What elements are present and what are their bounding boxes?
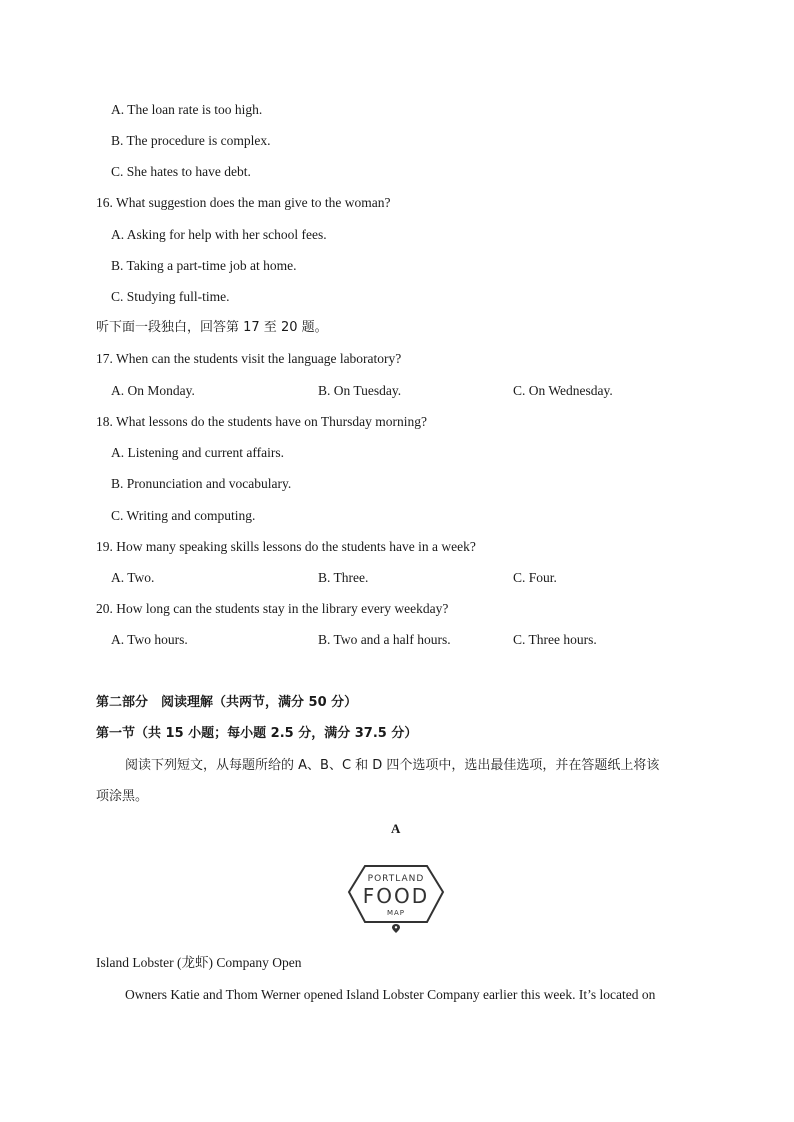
q18-stem: 18. What lessons do the students have on Thursday morning? xyxy=(96,414,427,429)
q17-option-b: B. On Tuesday. xyxy=(318,383,402,398)
part2-heading: 第二部分 阅读理解（共两节，满分 50 分） xyxy=(96,695,358,710)
q20-stem: 20. How long can the students stay in the library every weekday? xyxy=(96,601,449,616)
q17-stem: 17. When can the students visit the language laboratory? xyxy=(96,351,402,366)
logo-top-text: PORTLAND xyxy=(367,874,425,884)
portland-food-map-logo xyxy=(345,858,447,934)
q15-option-b: B. The procedure is complex. xyxy=(111,133,271,148)
logo-middle-text: FOOD xyxy=(362,884,430,908)
map-pin-icon xyxy=(392,924,400,933)
q19-stem: 19. How many speaking skills lessons do the students have in a week? xyxy=(96,539,476,554)
q18-option-a: A. Listening and current affairs. xyxy=(111,445,284,460)
q15-option-a: A. The loan rate is too high. xyxy=(111,102,263,117)
q16-option-c: C. Studying full-time. xyxy=(111,289,230,304)
q16-option-a: A. Asking for help with her school fees. xyxy=(111,227,327,242)
q17-option-c: C. On Wednesday. xyxy=(513,383,613,398)
q20-option-b: B. Two and a half hours. xyxy=(318,632,451,647)
q19-option-c: C. Four. xyxy=(513,570,557,585)
q20-option-a: A. Two hours. xyxy=(111,632,188,647)
section1-heading: 第一节（共 15 小题；每小题 2.5 分，满分 37.5 分） xyxy=(96,726,418,741)
q18-option-b: B. Pronunciation and vocabulary. xyxy=(111,476,292,491)
q16-option-b: B. Taking a part-time job at home. xyxy=(111,258,297,273)
passage-label: A xyxy=(391,821,401,836)
q16-stem: 16. What suggestion does the man give to the woman? xyxy=(96,195,391,210)
article-title: Island Lobster (龙虾) Company Open xyxy=(96,955,302,970)
q20-option-c: C. Three hours. xyxy=(513,632,597,647)
article-first-line: Owners Katie and Thom Werner opened Island Lobster Company earlier this week. It’s located on xyxy=(125,987,656,1002)
q19-option-b: B. Three. xyxy=(318,570,369,585)
reading-instruction-line1: 阅读下列短文，从每题所给的 A、B、C 和 D 四个选项中，选出最佳选项，并在答题纸上将该 xyxy=(125,758,660,773)
q15-option-c: C. She hates to have debt. xyxy=(111,164,251,179)
logo-bottom-text: MAP xyxy=(386,909,406,917)
reading-instruction-line2: 项涂黑。 xyxy=(96,789,149,804)
q18-option-c: C. Writing and computing. xyxy=(111,508,256,523)
monologue-instruction: 听下面一段独白，回答第 17 至 20 题。 xyxy=(96,320,328,335)
q17-option-a: A. On Monday. xyxy=(111,383,195,398)
q19-option-a: A. Two. xyxy=(111,570,155,585)
